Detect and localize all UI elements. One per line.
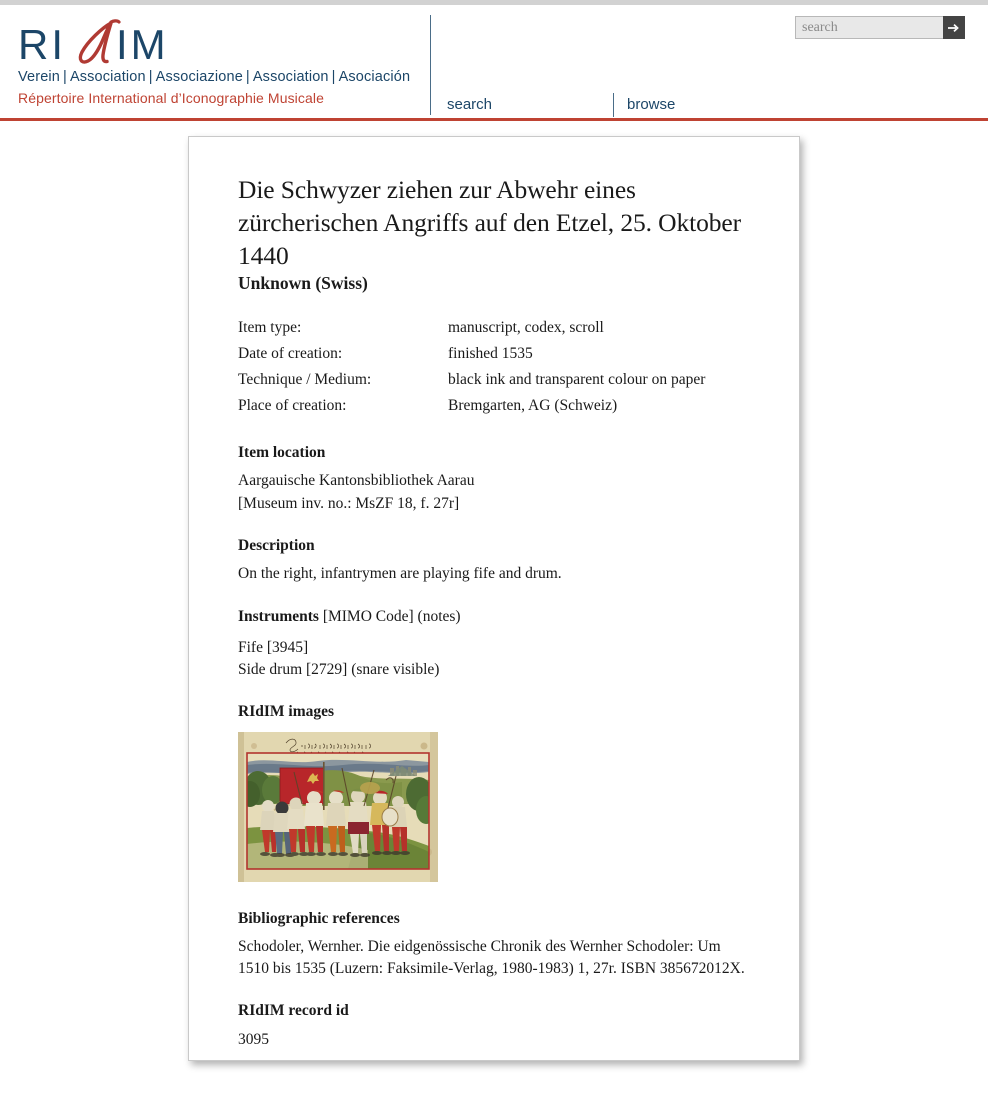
section-heading-description: Description	[238, 537, 315, 555]
section-instruments	[238, 607, 751, 682]
ridim-record-id-value: 3095	[238, 1031, 269, 1049]
logo-tagline: Répertoire International d’Iconographie Musicale	[18, 90, 324, 106]
ridim-wordmark-logo[interactable]	[18, 19, 268, 67]
section-item-location	[238, 443, 751, 515]
meta-label-place-of-creation: Place of creation:	[238, 397, 347, 415]
table-row	[238, 395, 751, 421]
table-row	[238, 343, 751, 369]
section-heading-ridim-images: RIdIM images	[238, 702, 335, 720]
instrument-line-0: Fife [3945]	[238, 639, 309, 656]
site-logo[interactable]	[18, 19, 418, 106]
section-ridim-images	[238, 702, 751, 887]
table-row	[238, 369, 751, 395]
record-title: Die Schwyzer ziehen zur Abwehr eines zürcherischen Angriffs auf den Etzel, 25. Oktober 1440	[238, 175, 742, 271]
logo-lang-sep-1: |	[148, 69, 153, 85]
meta-value-date-of-creation: finished 1535	[448, 345, 533, 363]
item-location-line-1: [Museum inv. no.: MsZF 18, f. 27r]	[238, 494, 460, 512]
instruments-heading-bold: Instruments	[238, 607, 319, 625]
nav-link-browse[interactable]: browse	[627, 96, 676, 113]
section-heading-ridim-record-id: RIdIM record id	[238, 1002, 349, 1020]
item-location-line-0: Aargauische Kantonsbibliothek Aarau	[238, 472, 475, 490]
manuscript-miniature-thumbnail[interactable]	[238, 732, 438, 882]
record-metadata-table	[238, 317, 751, 421]
section-body-item-location	[238, 470, 751, 515]
svg-text:RI: RI	[18, 21, 66, 67]
nav-link-search[interactable]: search	[447, 96, 493, 113]
logo-lang-1: Association	[69, 69, 146, 85]
svg-text:IM: IM	[116, 21, 169, 67]
search-submit-button[interactable]	[943, 16, 965, 39]
arrow-right-icon	[948, 23, 960, 33]
meta-value-place-of-creation: Bremgarten, AG (Schweiz)	[448, 397, 618, 415]
logo-lang-3: Association	[252, 69, 329, 85]
logo-lang-0: Verein	[18, 69, 61, 85]
search-input[interactable]	[795, 16, 943, 39]
record-detail-card	[188, 136, 800, 1061]
meta-value-technique-medium: black ink and transparent colour on paper	[448, 371, 706, 389]
meta-value-item-type: manuscript, codex, scroll	[448, 319, 604, 337]
header-accent-rule	[0, 118, 988, 121]
meta-label-item-type: Item type:	[238, 319, 302, 337]
table-row	[238, 317, 751, 343]
section-bibliographic-references	[238, 909, 751, 980]
logo-lang-sep-3: |	[331, 69, 336, 85]
record-attribution: Unknown (Swiss)	[238, 273, 368, 294]
logo-lang-sep-2: |	[245, 69, 250, 85]
site-header	[0, 5, 988, 120]
nav-divider	[613, 93, 614, 117]
section-body-instruments	[238, 637, 751, 682]
meta-label-technique-medium: Technique / Medium:	[238, 371, 372, 389]
logo-language-list	[18, 69, 418, 85]
section-heading-instruments	[238, 607, 751, 627]
section-description	[238, 536, 751, 586]
section-heading-item-location: Item location	[238, 444, 326, 462]
header-search-form	[795, 16, 965, 39]
section-body-bibliographic-references: Schodoler, Wernher. Die eidgenössische Chronik des Wernher Schodoler: Um 1510 bis 1535 (Luzern: Faksimile-Verlag, 1980-1983) 1, 27r. ISBN 385672012X.	[238, 938, 745, 978]
section-heading-bibliographic-references: Bibliographic references	[238, 910, 400, 928]
instrument-line-1: Side drum [2729] (snare visible)	[238, 661, 440, 679]
meta-label-date-of-creation: Date of creation:	[238, 345, 343, 363]
instruments-heading-rest: [MIMO Code] (notes)	[318, 607, 461, 625]
record-image-thumbnail-link[interactable]	[238, 732, 438, 882]
logo-lang-2: Associazione	[155, 69, 243, 85]
logo-lang-4: Asociación	[338, 69, 411, 85]
section-body-description: On the right, infantrymen are playing fife and drum.	[238, 565, 562, 583]
logo-lang-sep-0: |	[63, 69, 67, 85]
header-vertical-divider	[430, 15, 431, 115]
section-ridim-record-id	[238, 1001, 751, 1052]
